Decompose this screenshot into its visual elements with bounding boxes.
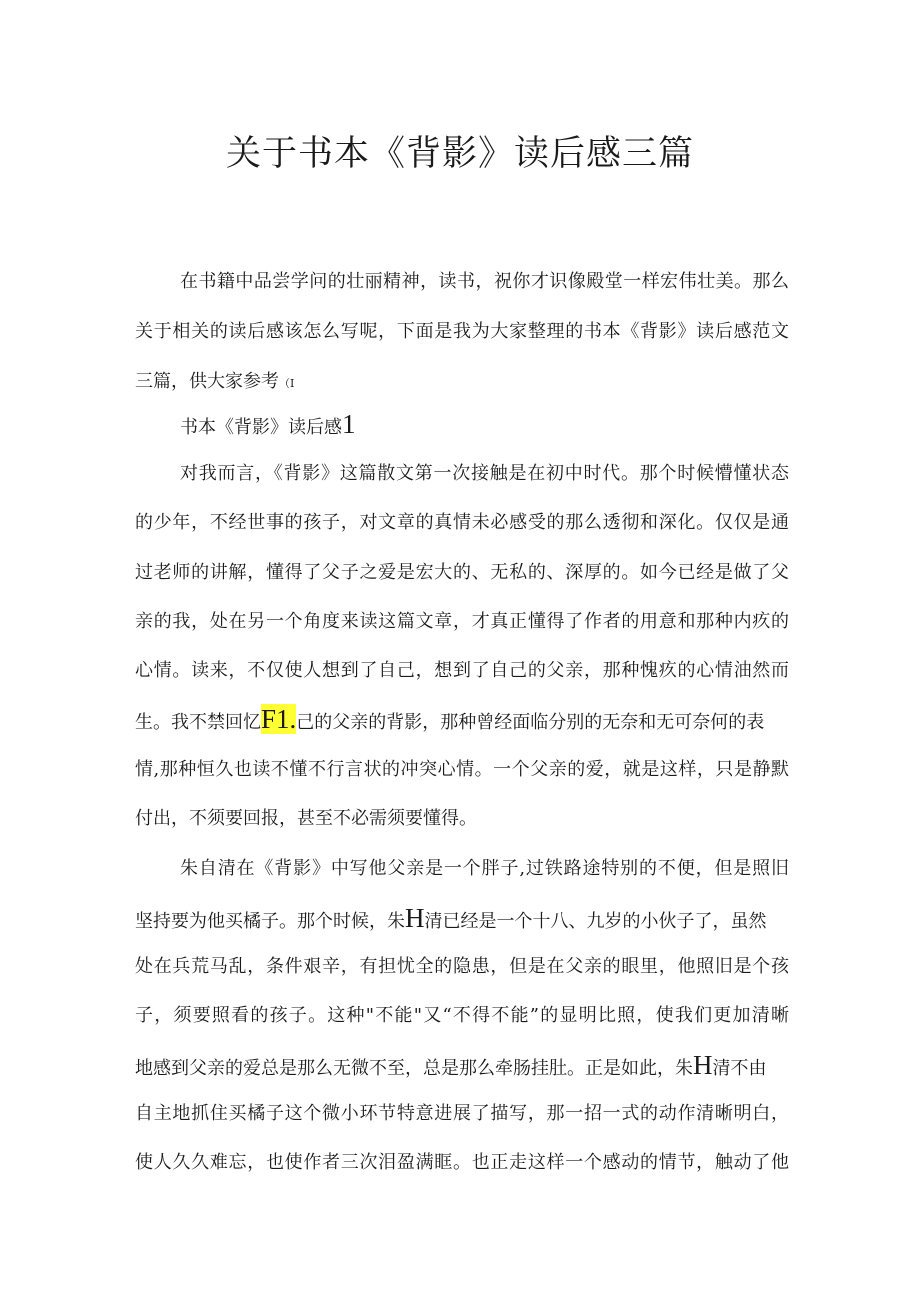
intro-line-3-tail: （I — [279, 377, 295, 390]
para2-line-2-before: 坚持要为他买橘子。那个时候，朱 — [135, 911, 405, 932]
section-heading-1-text: 书本《背影》读后感 — [180, 417, 342, 438]
para2-line-7: 使人久久难忘，也使作者三次泪盈满眶。也正走这样一个感动的情节，触动了他 — [135, 1152, 789, 1173]
para1-line-5: 心情。读来，不仅使人想到了自己，想到了自己的父亲，那种愧疚的心情油然而 — [135, 660, 789, 681]
intro-line-3 — [135, 362, 294, 402]
document-title: 关于书本《背影》读后感三篇 — [225, 134, 694, 174]
intro-line-3-text: 三篇，供大家参考 — [135, 371, 279, 392]
para2-line-2-after: 清已经是一个十八、九岁的小伙子了，虽然 — [424, 911, 767, 932]
para1-line-3: 过老师的讲解，懂得了父子之爱是宏大的、无私的、深厚的。如今已经是做了父 — [135, 562, 789, 583]
para2-line-5-glyph: H — [693, 1050, 713, 1080]
para2-line-6: 自主地抓住买橘子这个微小环节特意进展了描写，那一招一式的动作清晰明白， — [135, 1103, 789, 1124]
para2-line-2-glyph: H — [405, 903, 425, 933]
para1-line-1: 对我而言，《背影》这篇散文第一次接触是在初中时代。那个时候懵懂状态 — [180, 463, 789, 484]
para1-line-4: 亲的我，处在另一个角度来读这篇文章，才真正懂得了作者的用意和那种内疚的 — [135, 611, 789, 632]
highlighted-text: F1. — [261, 704, 297, 734]
para1-line-2: 的少年，不经世事的孩子，对文章的真情未必感受的那么透彻和深化。仅仅是通 — [135, 512, 789, 533]
section-heading-1-number: 1 — [342, 409, 356, 439]
section-heading-1 — [180, 404, 356, 444]
para2-line-3: 处在兵荒马乱，条件艰辛，有担忧全的隐患，但是在父亲的眼里，他照旧是个孩 — [135, 956, 789, 977]
para2-line-1: 朱自清在《背影》中写他父亲是一个胖子,过铁路途特别的不便，但是照旧 — [180, 858, 789, 879]
para2-line-5-after: 清不由 — [712, 1058, 767, 1079]
para2-line-4: 子，须要照看的孩子。这种"不能"又“不得不能”的显明比照，使我们更加清晰 — [135, 1005, 789, 1026]
para2-line-5 — [135, 1043, 767, 1087]
para1-line-6-before: 生。我不禁回忆 — [135, 712, 261, 733]
para1-line-6 — [135, 697, 764, 741]
para2-line-5-before: 地感到父亲的爱总是那么无微不至，总是那么牵肠挂肚。正是如此，朱 — [135, 1058, 693, 1079]
para1-line-8: 付出，不须要回报，甚至不必需须要懂得。 — [135, 808, 477, 829]
para1-line-6-after: 己的父亲的背影，那种曾经面临分别的无奈和无可奈何的表 — [296, 712, 765, 733]
para2-line-2 — [135, 896, 767, 940]
intro-line-1: 在书籍中品尝学问的壮丽精神，读书，祝你才识像殿堂一样宏伟壮美。那么 — [180, 271, 789, 292]
para1-line-7: 情,那种恒久也读不懂不行言状的冲突心情。一个父亲的爱，就是这样，只是静默 — [135, 759, 789, 780]
intro-line-2: 关于相关的读后感该怎么写呢，下面是我为大家整理的书本《背影》读后感范文 — [135, 321, 789, 342]
